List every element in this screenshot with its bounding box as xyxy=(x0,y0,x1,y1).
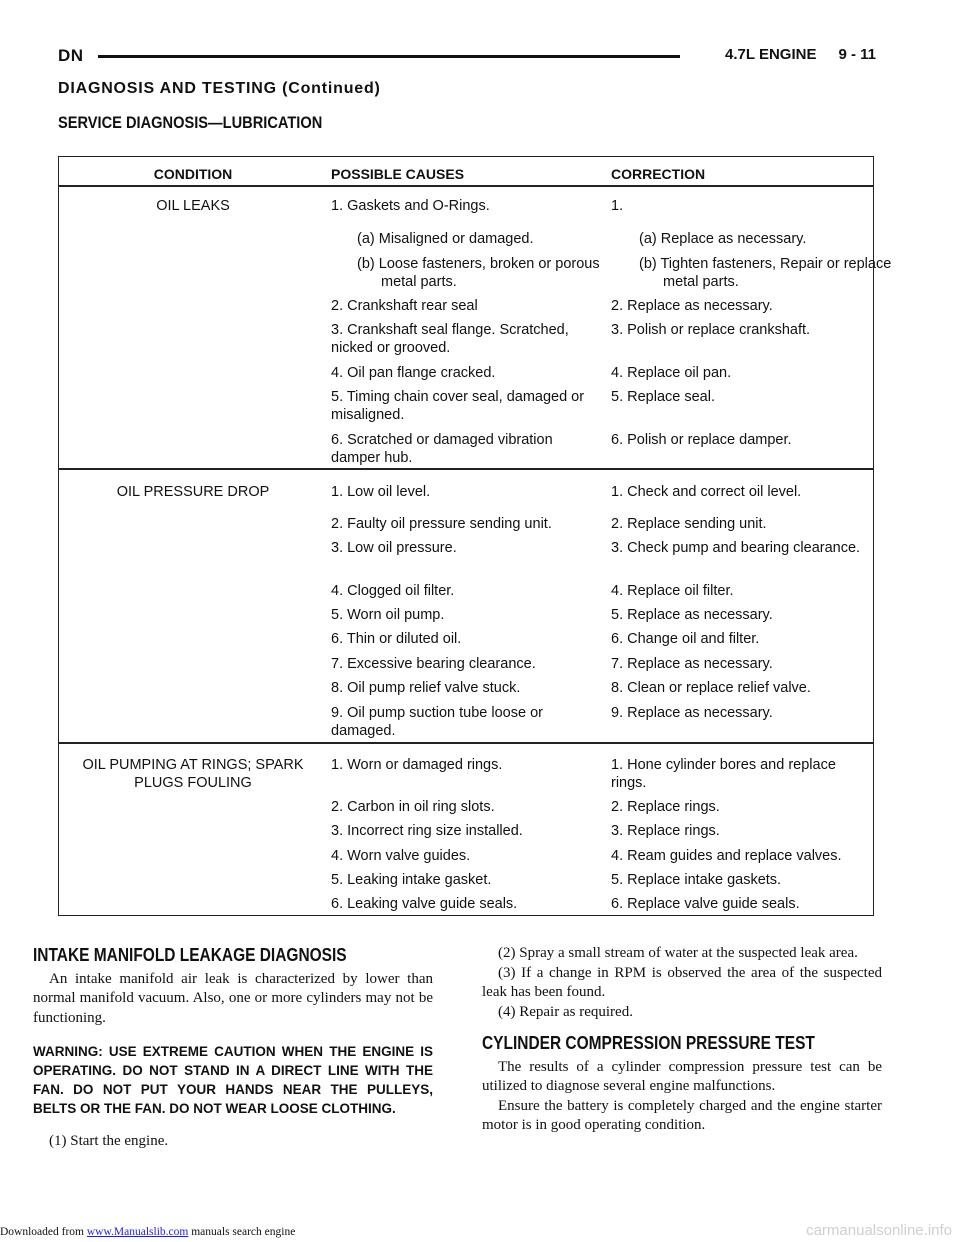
correction-cell: 6. Polish or replace damper. xyxy=(611,432,792,448)
condition-cell: OIL PUMPING AT RINGS; SPARK PLUGS FOULING xyxy=(82,757,304,791)
correction-cell: 7. Replace as necessary. xyxy=(611,656,773,672)
right-column xyxy=(482,944,882,1136)
correction-cell: 3. Replace rings. xyxy=(611,823,720,839)
step-1: (1) Start the engine. xyxy=(49,1133,169,1149)
header-rule xyxy=(98,55,680,58)
cause-cell: (a) Misaligned or damaged. xyxy=(357,231,534,247)
step-3: (3) If a change in RPM is observed the area of the suspected leak has been found. xyxy=(482,964,882,1000)
correction-cell: 1. Check and correct oil level. xyxy=(611,484,802,500)
header-divider xyxy=(59,185,873,187)
download-footer xyxy=(0,1226,295,1238)
cause-cell: 4. Clogged oil filter. xyxy=(331,583,455,599)
correction-cell: 8. Clean or replace relief valve. xyxy=(611,680,811,696)
intake-heading: INTAKE MANIFOLD LEAKAGE DIAGNOSIS xyxy=(33,945,347,965)
compression-paragraph-2: Ensure the battery is completely charged and the engine starter motor is in good operating condition. xyxy=(482,1097,882,1133)
cause-cell: 2. Carbon in oil ring slots. xyxy=(331,799,495,815)
correction-cell: 4. Ream guides and replace valves. xyxy=(611,848,842,864)
compression-paragraph-1: The results of a cylinder compression pressure test can be utilized to diagnose several engine malfunctions. xyxy=(482,1058,882,1094)
correction-cell: 3. Check pump and bearing clearance. xyxy=(611,540,861,556)
cause-cell: 2. Crankshaft rear seal xyxy=(331,298,478,314)
header-causes: POSSIBLE CAUSES xyxy=(331,166,465,182)
cause-cell: 5. Worn oil pump. xyxy=(331,607,445,623)
cause-cell: 8. Oil pump relief valve stuck. xyxy=(331,680,521,696)
section-continued: DIAGNOSIS AND TESTING (Continued) xyxy=(58,80,381,97)
condition-cell: OIL LEAKS xyxy=(156,198,230,214)
cause-cell: 3. Crankshaft seal flange. Scratched, nicked or grooved. xyxy=(331,322,569,356)
left-column xyxy=(33,946,433,1152)
page-number: 9 - 11 xyxy=(838,46,876,63)
correction-cell: 4. Replace oil pan. xyxy=(611,365,732,381)
diagnosis-table xyxy=(58,156,892,916)
step-4: (4) Repair as required. xyxy=(498,1003,633,1020)
group-divider xyxy=(59,742,873,744)
cause-cell: 6. Leaking valve guide seals. xyxy=(331,896,518,912)
table-title: SERVICE DIAGNOSIS—LUBRICATION xyxy=(58,113,323,132)
step-2: (2) Spray a small stream of water at the suspected leak area. xyxy=(498,945,858,961)
correction-cell: 1. xyxy=(611,198,624,214)
cause-cell: 4. Oil pan flange cracked. xyxy=(331,365,496,381)
cause-cell: 5. Timing chain cover seal, damaged or misaligned. xyxy=(331,389,585,423)
cause-cell: 1. Worn or damaged rings. xyxy=(331,757,503,773)
cause-cell: 2. Faulty oil pressure sending unit. xyxy=(331,516,552,532)
correction-cell: 2. Replace as necessary. xyxy=(611,298,773,314)
cause-cell: 3. Incorrect ring size installed. xyxy=(331,823,523,839)
footer-suffix: manuals search engine xyxy=(188,1226,296,1238)
correction-cell: 2. Replace rings. xyxy=(611,799,720,815)
manualslib-link[interactable]: www.Manualslib.com xyxy=(86,1226,189,1238)
watermark-text: carmanualsonline.info xyxy=(806,1222,952,1239)
correction-cell: 3. Polish or replace crankshaft. xyxy=(611,322,811,338)
header-condition: CONDITION xyxy=(153,166,233,182)
correction-cell: (b) Tighten fasteners, Repair or replace metal parts. xyxy=(639,256,892,290)
cause-cell: 4. Worn valve guides. xyxy=(331,848,471,864)
correction-cell: 5. Replace as necessary. xyxy=(611,607,773,623)
cause-cell: 1. Low oil level. xyxy=(331,484,431,500)
correction-cell: 9. Replace as necessary. xyxy=(611,705,773,721)
correction-cell: 2. Replace sending unit. xyxy=(611,516,767,532)
header-right xyxy=(725,46,876,63)
model-code: DN xyxy=(58,46,84,65)
cause-cell: 9. Oil pump suction tube loose or damaged. xyxy=(331,705,543,739)
correction-cell: 1. Hone cylinder bores and replace rings. xyxy=(611,757,836,791)
correction-cell: 5. Replace intake gaskets. xyxy=(611,872,782,888)
cause-cell: 5. Leaking intake gasket. xyxy=(331,872,492,888)
correction-cell: 6. Replace valve guide seals. xyxy=(611,896,800,912)
warning-text: WARNING: USE EXTREME CAUTION WHEN THE ENGINE IS OPERATING. DO NOT STAND IN A DIRECT LINE WITH THE FAN. DO NOT PUT YOUR HANDS NEAR THE PULLEYS, BELTS OR THE FAN. DO NOT WEAR LOOSE CLOTHING. xyxy=(33,1044,433,1116)
correction-cell: (a) Replace as necessary. xyxy=(639,231,807,247)
cause-cell: 6. Thin or diluted oil. xyxy=(331,631,462,647)
condition-cell: OIL PRESSURE DROP xyxy=(116,484,270,500)
correction-cell: 6. Change oil and filter. xyxy=(611,631,760,647)
correction-cell: 4. Replace oil filter. xyxy=(611,583,734,599)
group-divider xyxy=(59,468,873,470)
header-correction: CORRECTION xyxy=(611,166,706,182)
cause-cell: 1. Gaskets and O-Rings. xyxy=(331,198,490,214)
cause-cell: 7. Excessive bearing clearance. xyxy=(331,656,536,672)
cause-cell: 6. Scratched or damaged vibration damper hub. xyxy=(331,432,553,466)
cause-cell: (b) Loose fasteners, broken or porous metal parts. xyxy=(357,256,600,290)
footer-prefix: Downloaded from xyxy=(0,1226,87,1238)
compression-heading: CYLINDER COMPRESSION PRESSURE TEST xyxy=(482,1033,815,1053)
cause-cell: 3. Low oil pressure. xyxy=(331,540,457,556)
page-header xyxy=(58,44,876,68)
section-title: 4.7L ENGINE xyxy=(725,46,817,63)
intake-paragraph: An intake manifold air leak is characterized by lower than normal manifold vacuum. Also, one or more cylinders may not be functioning. xyxy=(33,970,433,1026)
correction-cell: 5. Replace seal. xyxy=(611,389,715,405)
